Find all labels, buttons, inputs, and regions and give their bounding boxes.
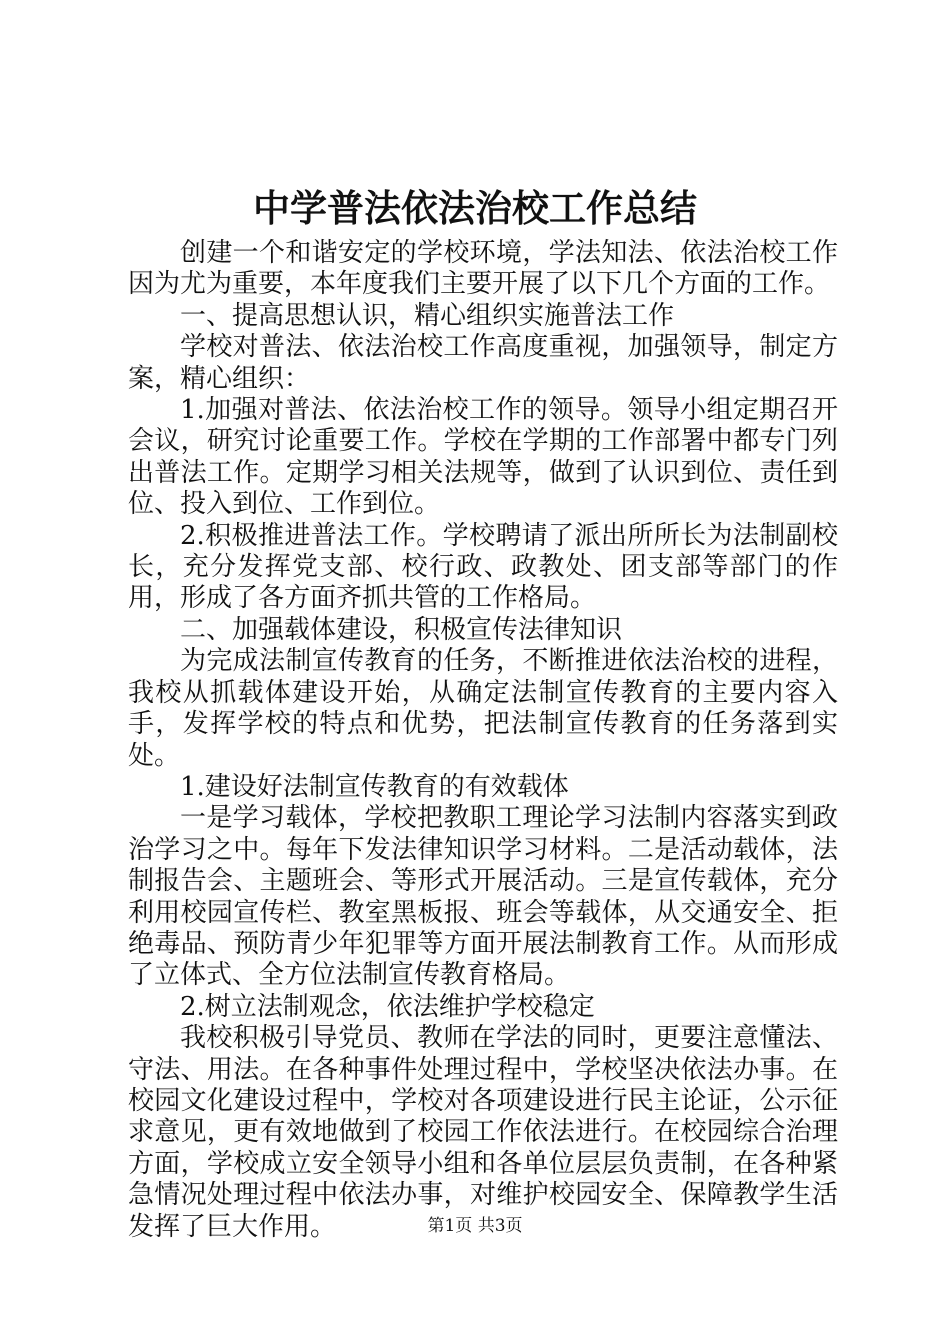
body-paragraph: 2.积极推进普法工作。学校聘请了派出所所长为法制副校长，充分发挥党支部、校行政、政教处、团支部等部门的作用，形成了各方面齐抓共管的工作格局。 [128, 520, 838, 614]
intro-paragraph: 创建一个和谐安定的学校环境，学法知法、依法治校工作因为尤为重要，本年度我们主要开展了以下几个方面的工作。 [128, 238, 838, 300]
body-paragraph: 一是学习载体，学校把教职工理论学习法制内容落实到政治学习之中。每年下发法律知识学习材料。二是活动载体，法制报告会、主题班会、等形式开展活动。三是宣传载体，充分利用校园宣传栏、教室黑板报、班会等载体，从交通安全、拒绝毒品、预防青少年犯罪等方面开展法制教育工作。从而形成了立体式、全方位法制宣传教育格局。 [128, 803, 838, 991]
body-paragraph: 1.加强对普法、依法治校工作的领导。领导小组定期召开会议，研究讨论重要工作。学校在学期的工作部署中都专门列出普法工作。定期学习相关法规等，做到了认识到位、责任到位、投入到位、工作到位。 [128, 395, 838, 520]
document-title: 中学普法依法治校工作总结 [253, 186, 697, 230]
section-heading-2: 二、加强载体建设，积极宣传法律知识 [180, 614, 623, 645]
subsection-heading: 1.建设好法制宣传教育的有效载体 [180, 771, 569, 802]
section-heading-1: 一、提高思想认识，精心组织实施普法工作 [180, 300, 675, 331]
body-paragraph: 为完成法制宣传教育的任务，不断推进依法治校的进程，我校从抓载体建设开始，从确定法制宣传教育的主要内容入手，发挥学校的特点和优势，把法制宣传教育的任务落到实处。 [128, 646, 838, 771]
subsection-heading: 2.树立法制观念，依法维护学校稳定 [180, 991, 595, 1022]
document-body [128, 238, 838, 1243]
body-paragraph: 我校积极引导党员、教师在学法的同时，更要注意懂法、守法、用法。在各种事件处理过程中，学校坚决依法办事。在校园文化建设过程中，学校对各项建设进行民主论证，公示征求意见，更有效地做到了校园工作依法进行。在校园综合治理方面，学校成立安全领导小组和各单位层层负责制，在各种紧急情况处理过程中依法办事，对维护校园安全、保障教学生活发挥了巨大作用。 [128, 1023, 838, 1242]
body-paragraph: 学校对普法、依法治校工作高度重视，加强领导，制定方案，精心组织： [128, 332, 838, 394]
page-footer: 第1页 共3页 [427, 1216, 523, 1236]
